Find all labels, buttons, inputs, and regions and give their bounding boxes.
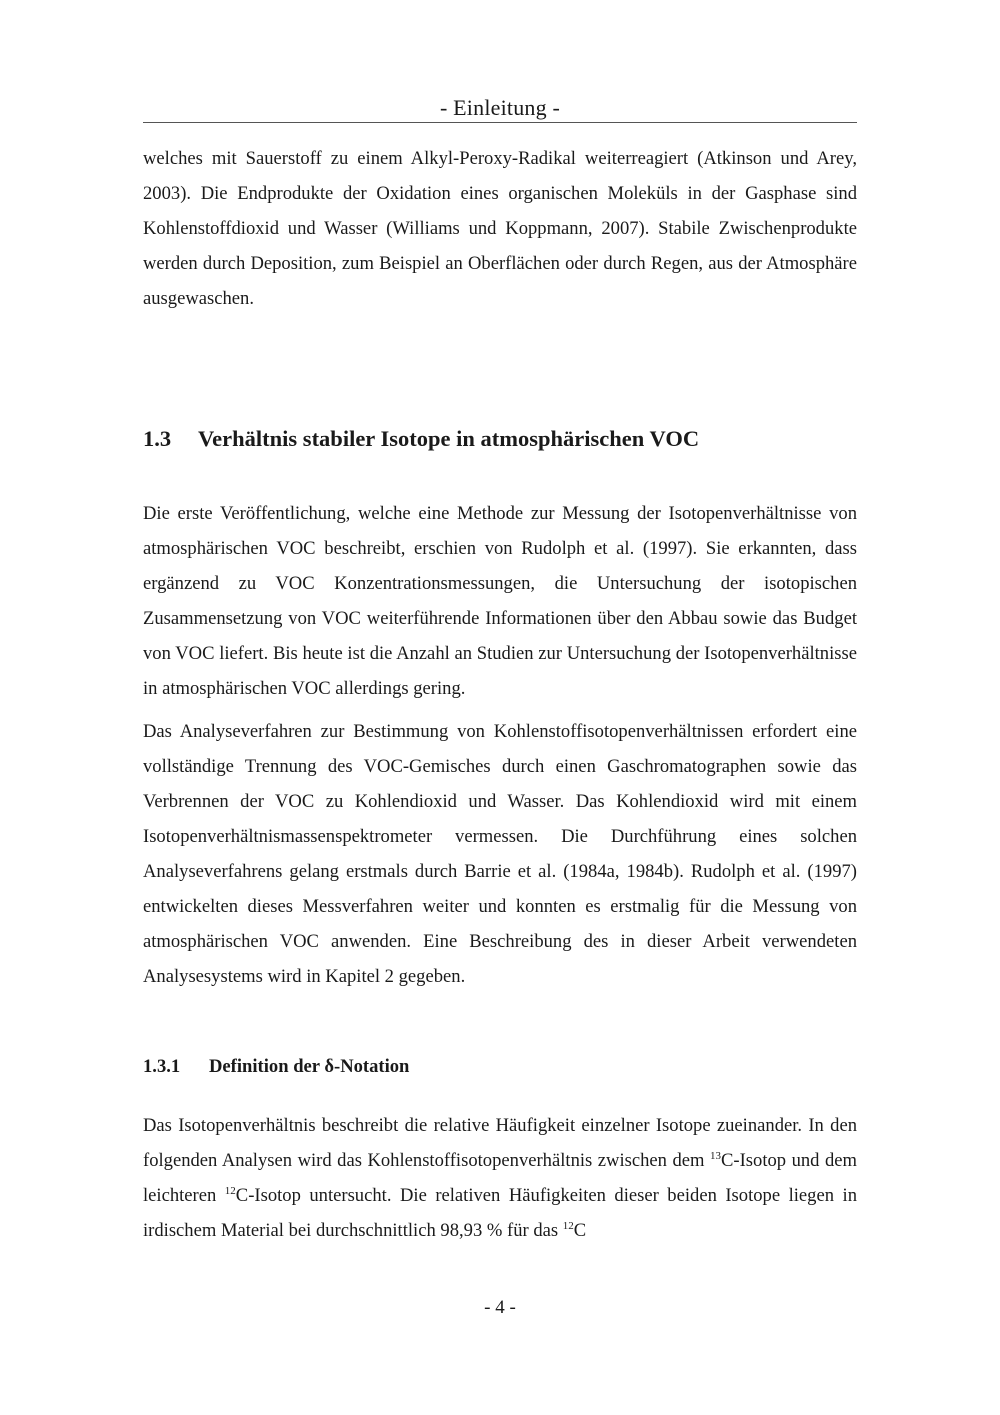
- subsection-title: Definition der δ-Notation: [209, 1056, 410, 1077]
- paragraph-first-publication: Die erste Veröffentlichung, welche eine Methode zur Messung der Isotopenverhältnisse von atmosphärischen VOC beschreibt, erschien von Rudolph et al. (1997). Sie erkannten, dass ergänzend zu VOC Konzentrationsmessungen, die Untersuchung der isotopischen Zusammensetzung von VOC weiterführende Informationen über den Abbau sowie das Budget von VOC liefert. Bis heute ist die Anzahl an Studien zur Untersuchung der Isotopenverhältnisse in atmosphärischen VOC allerdings gering.: [143, 503, 857, 699]
- superscript-mass-number: 13: [710, 1150, 721, 1162]
- page-number: - 4 -: [484, 1297, 516, 1318]
- paragraph-isotope-ratio: [143, 1108, 857, 1248]
- text-segment: C-Isotop untersucht. Die relativen Häufigkeiten dieser beiden Isotope liegen in irdischem Material bei durchschnittlich 98,93 % für das: [143, 1185, 857, 1241]
- superscript-mass-number: 12: [224, 1185, 236, 1197]
- header-rule: [143, 122, 857, 123]
- running-header: - Einleitung -: [439, 95, 561, 120]
- text-segment: C-Isotop und dem leichteren: [143, 1150, 858, 1206]
- text-segment: C: [573, 1220, 587, 1241]
- paragraph-analysis-method: Das Analyseverfahren zur Bestimmung von Kohlenstoffisotopenverhältnissen erfordert eine vollständige Trennung des VOC-Gemisches durch einen Gaschromatographen sowie das Verbrennen der VOC zu Kohlendioxid und Wasser. Das Kohlendioxid wird mit einem Isotopenverhältnismassenspektrometer vermessen. Die Durchführung eines solchen Analyseverfahrens gelang erstmals durch Barrie et al. (1984a, 1984b). Rudolph et al. (1997) entwickelten dieses Messverfahren weiter und konnten es erstmalig für die Messung von atmosphärischen VOC anwenden. Eine Beschreibung des in dieser Arbeit verwendeten Analysesystems wird in Kapitel 2 gegeben.: [143, 721, 857, 987]
- superscript-mass-number: 12: [562, 1220, 574, 1232]
- subsection-number: 1.3.1: [143, 1056, 181, 1077]
- subsection-heading: [143, 1053, 857, 1081]
- paragraph-oxidation: welches mit Sauerstoff zu einem Alkyl-Peroxy-Radikal weiterreagiert (Atkinson und Arey, 2003). Die Endprodukte der Oxidation eines organischen Moleküls in der Gasphase sind Kohlenstoffdioxid und Wasser (Williams und Koppmann, 2007). Stabile Zwischenprodukte werden durch Deposition, zum Beispiel an Oberflächen oder durch Regen, aus der Atmosphäre ausgewaschen.: [143, 148, 857, 309]
- section-number: 1.3: [143, 426, 172, 451]
- section-heading: [143, 423, 857, 455]
- text-segment: Das Isotopenverhältnis beschreibt die relative Häufigkeit einzelner Isotope zueinander. In den folgenden Analysen wird das Kohlenstoffisotopenverhältnis zwischen dem: [143, 1115, 857, 1171]
- section-title: Verhältnis stabiler Isotope in atmosphärischen VOC: [198, 426, 700, 451]
